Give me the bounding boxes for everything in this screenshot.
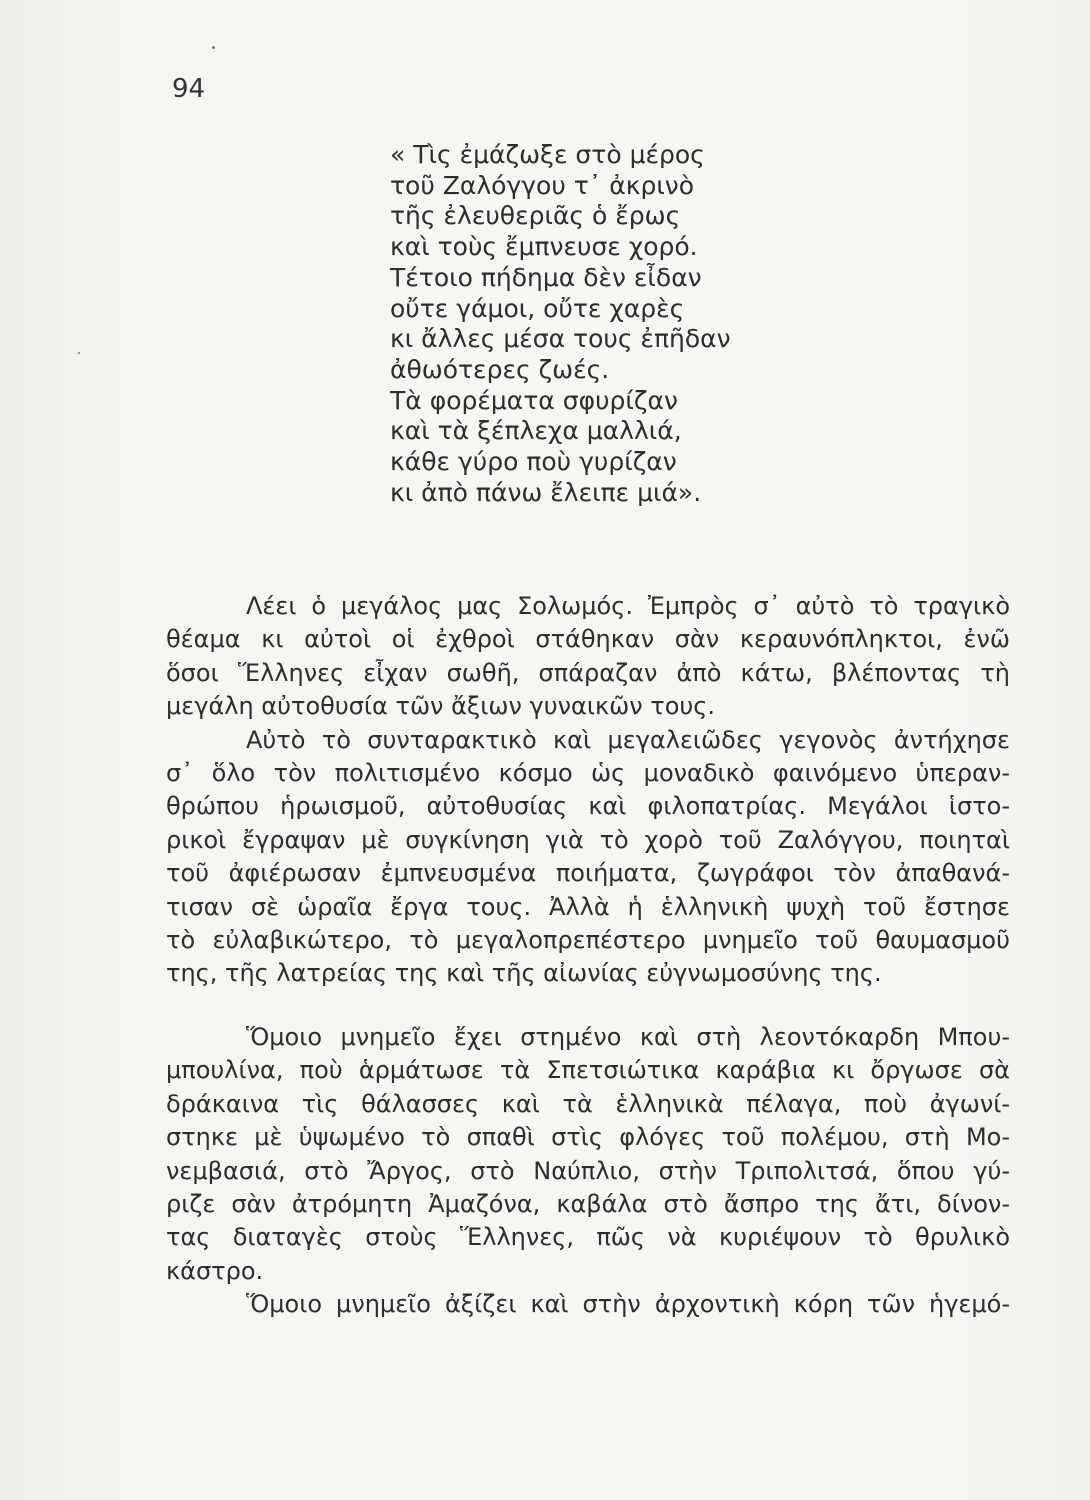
poem-line: ἀθωότερες ζωές. [390,354,610,384]
page-number: 94 [172,74,206,104]
text-line: Ὅμοιο μνημεῖο ἀξίζει καὶ στὴν ἀρχοντικὴ κόρη τῶν ἡγεμό- [246,1290,1010,1319]
poem-line: καὶ τὰ ξέπλεχα μαλλιά, [390,416,682,446]
text-line: κάστρο. [166,1256,264,1285]
text-line: δράκαινα τὶς θάλασσες καὶ τὰ ἑλληνικὰ πέλαγα, ποὺ ἀγωνί- [166,1089,1010,1118]
text-line: τὸ εὐλαβικώτερο, τὸ μεγαλοπρεπέστερο μνημεῖο τοῦ θαυμασμοῦ [166,926,1010,955]
text-line: τισαν σὲ ὡραῖα ἔργα τους. Ἀλλὰ ἡ ἑλληνικὴ ψυχὴ τοῦ ἔστησε [166,892,1010,921]
prose-body [166,590,1010,1322]
text-line: ριζε σὰν ἀτρόμητη Ἀμαζόνα, καβάλα στὸ ἄσπρο της ἄτι, δίνον- [166,1189,1010,1218]
text-line: Αὐτὸ τὸ συνταρακτικὸ καὶ μεγαλειῶδες γεγονὸς ἀντήχησε [246,725,1010,754]
text-line: ρικοὶ ἔγραψαν μὲ συγκίνηση γιὰ τὸ χορὸ τοῦ Ζαλόγγου, ποιηταὶ [166,825,1010,854]
text-line: της, τῆς λατρείας της καὶ τῆς αἰωνίας εὐγνωμοσύνης της. [166,959,882,988]
paragraph-solomos [166,590,1010,724]
poem-line: τοῦ Ζαλόγγου τ᾽ ἀκρινὸ [390,170,695,200]
text-line: μπουλίνα, ποὺ ἁρμάτωσε τὰ Σπετσιώτικα καράβια κι ὄργωσε σὰ [166,1056,1010,1085]
poem-line: κάθε γύρο ποὺ γυρίζαν [390,447,677,477]
poem-line: καὶ τοὺς ἔμπνευσε χορό. [390,232,698,262]
text-line: τοῦ ἀφιέρωσαν ἐμπνευσμένα ποιήματα, ζωγράφοι τὸν ἀπαθανά- [166,859,1010,888]
text-line: τας διαταγὲς στοὺς Ἕλληνες, πῶς νὰ κυριέψουν τὸ θρυλικὸ [166,1223,1010,1252]
poem-line: οὔτε γάμοι, οὔτε χαρὲς [390,293,685,323]
ink-speck [78,352,80,354]
poem-line: « Τὶς ἐμάζωξε στὸ μέρος [390,140,705,169]
text-line: νεμβασιά, στὸ Ἄργος, στὸ Ναύπλιο, στὴν Τριπολιτσά, ὅπου γύ- [166,1156,1010,1185]
paragraph-next [166,1288,1010,1321]
text-line: θρώπου ἡρωισμοῦ, αὐτοθυσίας καὶ φιλοπατρίας. Μεγάλοι ἱστο- [166,792,1010,821]
paragraph-bouboulina [166,1021,1010,1288]
text-line: Λέει ὁ μεγάλος μας Σολωμός. Ἐμπρὸς σ᾽ αὐτὸ τὸ τραγικὸ [246,592,1010,620]
text-line: στηκε μὲ ὑψωμένο τὸ σπαθὶ στὶς φλόγες τοῦ πολέμου, στὴ Μο- [166,1123,1010,1152]
poem-line: Τέτοιο πήδημα δὲν εἶδαν [390,262,702,292]
text-line: μεγάλη αὐτοθυσία τῶν ἄξιων γυναικῶν τους. [166,692,715,721]
paragraph-zalongo [166,724,1010,991]
text-line: σ᾽ ὅλο τὸν πολιτισμένο κόσμο ὡς μοναδικὸ φαινόμενο ὑπεραν- [166,759,1010,788]
poem-line: τῆς ἐλευθεριᾶς ὁ ἔρως [390,201,681,231]
poem-quote [390,140,810,508]
paragraph-gap [166,991,1010,1021]
ink-speck [212,46,215,49]
poem-line: κι ἀπὸ πάνω ἔλειπε μιά». [390,477,702,507]
text-line: θέαμα κι αὐτοὶ οἱ ἐχθροὶ στάθηκαν σὰν κεραυνόπληκτοι, ἐνῶ [166,625,1010,654]
poem-line: Τὰ φορέματα σφυρίζαν [390,385,678,415]
text-line: ὅσοι Ἕλληνες εἶχαν σωθῆ, σπάραζαν ἀπὸ κάτω, βλέποντας τὴ [166,658,1010,687]
text-line: Ὅμοιο μνημεῖο ἔχει στημένο καὶ στὴ λεοντόκαρδη Μπου- [246,1022,1010,1051]
poem-line: κι ἄλλες μέσα τους ἐπῆδαν [390,324,731,354]
